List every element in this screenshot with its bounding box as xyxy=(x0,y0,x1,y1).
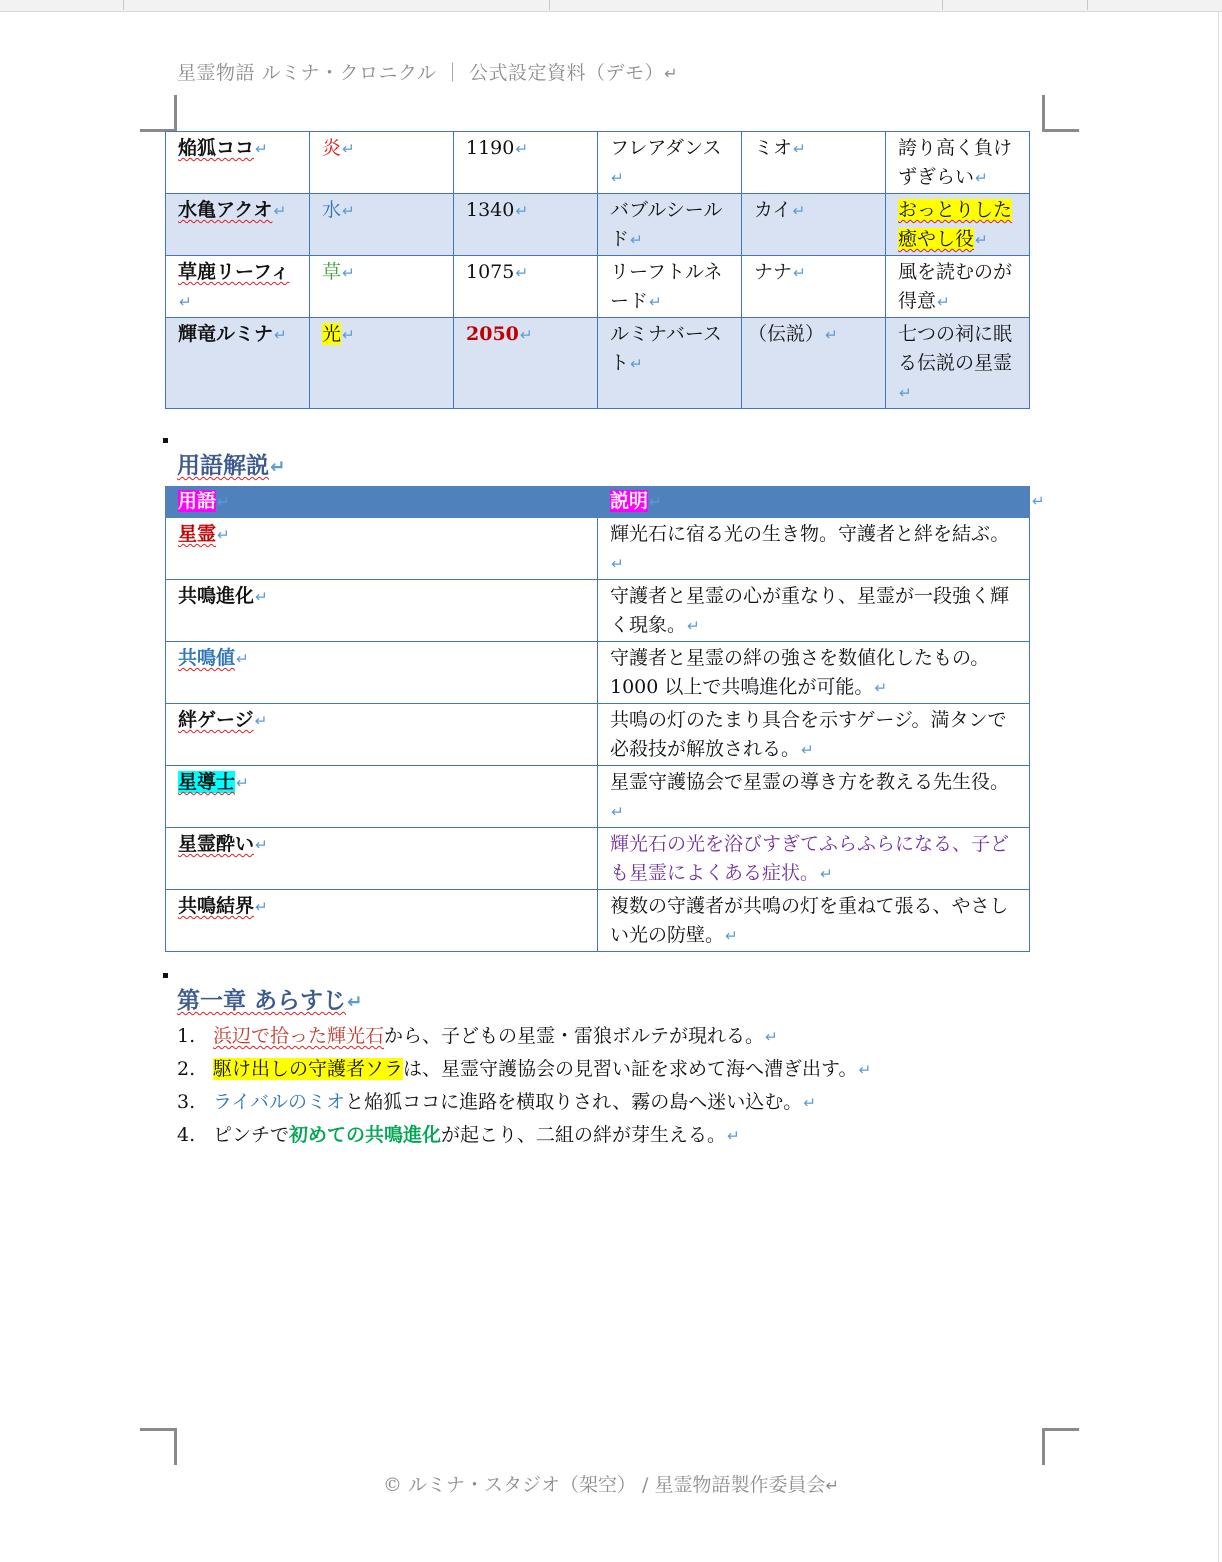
desc-text: 守護者と星霊の絆の強さを数値化したもの。1000 以上で共鳴進化が可能。 xyxy=(610,647,990,698)
element-cell[interactable] xyxy=(310,132,454,194)
table-row xyxy=(166,704,1030,766)
crop-mark-top-right xyxy=(1042,95,1079,132)
cell-mark-icon: ↵ xyxy=(519,326,533,344)
cell-mark-icon: ↵ xyxy=(179,293,192,311)
character-name: 輝竜ルミナ xyxy=(178,323,274,345)
list-item[interactable] xyxy=(177,1020,1027,1053)
cell-mark-icon: ↵ xyxy=(874,679,888,697)
page-header-text: 星霊物語 ルミナ・クロニクル ｜ 公式設定資料（デモ） xyxy=(177,62,665,84)
skill-value: バブルシールド xyxy=(610,199,723,250)
character-name: 焔狐ココ xyxy=(178,137,255,159)
desc-cell[interactable] xyxy=(598,580,1030,642)
cell-mark-icon: ↵ xyxy=(649,293,662,311)
paragraph-mark-icon: ↵ xyxy=(825,1476,840,1495)
glossary-table[interactable] xyxy=(165,486,1030,952)
list-text: ピンチで xyxy=(213,1124,290,1146)
power-value: 1190 xyxy=(466,137,515,159)
cell-mark-icon: ↵ xyxy=(342,326,355,344)
trait-cell[interactable] xyxy=(886,256,1030,318)
paragraph-mark-icon: ↵ xyxy=(765,1028,778,1046)
cell-mark-icon: ↵ xyxy=(630,231,643,249)
cell-mark-icon: ↵ xyxy=(515,202,529,220)
cell-mark-icon: ↵ xyxy=(254,712,268,730)
term-cell[interactable] xyxy=(166,580,598,642)
cell-mark-icon: ↵ xyxy=(825,326,838,344)
cell-mark-icon: ↵ xyxy=(630,355,643,373)
cell-mark-icon: ↵ xyxy=(515,264,529,282)
cell-mark-icon: ↵ xyxy=(342,140,355,158)
desc-cell[interactable] xyxy=(598,642,1030,704)
trait-cell[interactable] xyxy=(886,132,1030,194)
cell-mark-icon: ↵ xyxy=(725,927,738,945)
page-edge xyxy=(1218,11,1219,1562)
skill-cell[interactable] xyxy=(598,194,742,256)
character-name-cell[interactable] xyxy=(166,194,310,256)
trait-value: 風を読むのが得意 xyxy=(898,261,1013,312)
list-text: から、子どもの星霊・雷狼ボルテが現れる。 xyxy=(384,1025,765,1047)
cell-mark-icon: ↵ xyxy=(255,140,268,158)
term-text: 星霊 xyxy=(178,523,217,545)
trait-value: おっとりした癒やし役 xyxy=(898,199,1013,250)
skill-value: フレアダンス xyxy=(610,137,722,159)
cell-mark-icon: ↵ xyxy=(975,169,988,187)
term-cell[interactable] xyxy=(166,642,598,704)
cell-mark-icon: ↵ xyxy=(611,169,624,187)
table-row xyxy=(166,642,1030,704)
glossary-header-row xyxy=(166,487,1030,518)
row-end-mark-icon: ↵ xyxy=(1032,492,1045,510)
desc-cell[interactable] xyxy=(598,766,1030,828)
page-header[interactable] xyxy=(177,58,678,85)
skill-cell[interactable] xyxy=(598,132,742,194)
power-value: 2050 xyxy=(466,323,519,345)
element-cell[interactable] xyxy=(310,256,454,318)
glossary-title-text: 用語解説 xyxy=(177,453,269,479)
list-item[interactable] xyxy=(177,1086,1027,1119)
element-cell[interactable] xyxy=(310,194,454,256)
term-text: 共鳴結界 xyxy=(178,895,255,917)
skill-value: ルミナバースト xyxy=(610,323,722,374)
term-cell[interactable] xyxy=(166,828,598,890)
section-bullet xyxy=(163,438,168,443)
section-bullet xyxy=(163,973,168,978)
desc-header-label: 説明 xyxy=(610,490,649,512)
term-cell[interactable] xyxy=(166,890,598,952)
trait-value: 誇り高く負けずぎらい xyxy=(898,137,1013,188)
term-cell[interactable] xyxy=(166,704,598,766)
term-text: 共鳴進化 xyxy=(178,585,255,607)
skill-value: リーフトルネード xyxy=(610,261,723,312)
term-text: 星導士 xyxy=(178,771,236,793)
cell-mark-icon: ↵ xyxy=(515,140,529,158)
cell-mark-icon: ↵ xyxy=(899,384,912,402)
cell-mark-icon: ↵ xyxy=(236,774,249,792)
cell-mark-icon: ↵ xyxy=(255,588,268,606)
paragraph-mark-icon: ↵ xyxy=(858,1061,872,1079)
power-cell[interactable] xyxy=(454,132,598,194)
desc-text: 星霊守護協会で星霊の導き方を教える先生役。 xyxy=(610,771,1010,793)
table-row xyxy=(166,580,1030,642)
term-cell[interactable] xyxy=(166,518,598,580)
paragraph-mark-icon: ↵ xyxy=(347,992,363,1013)
cell-mark-icon: ↵ xyxy=(217,493,230,511)
guardian-cell[interactable] xyxy=(742,318,886,409)
guardian-cell[interactable] xyxy=(742,194,886,256)
cell-mark-icon: ↵ xyxy=(342,264,355,282)
crop-mark-bottom-left xyxy=(140,1428,177,1465)
cell-mark-icon: ↵ xyxy=(255,898,268,916)
element-value: 草 xyxy=(322,261,342,283)
cell-mark-icon: ↵ xyxy=(611,555,624,573)
cell-mark-icon: ↵ xyxy=(937,293,950,311)
ruler-tick xyxy=(549,0,550,10)
paragraph-mark-icon: ↵ xyxy=(803,1094,816,1112)
ruler-strip xyxy=(0,0,1222,12)
term-header-cell[interactable] xyxy=(166,487,598,518)
term-text: 絆ゲージ xyxy=(178,709,254,731)
desc-text: 複数の守護者が共鳴の灯を重ねて張る、やさしい光の防壁。 xyxy=(610,895,1009,946)
guardian-cell[interactable] xyxy=(742,256,886,318)
character-name-cell[interactable] xyxy=(166,256,310,318)
ruler-tick xyxy=(1087,0,1088,10)
table-row xyxy=(166,256,1030,318)
list-text-highlight: 浜辺で拾った輝光石 xyxy=(213,1025,385,1047)
character-name: 草鹿リーフィ xyxy=(178,261,290,283)
crop-mark-top-left xyxy=(140,95,177,132)
power-value: 1340 xyxy=(466,199,515,221)
list-item[interactable] xyxy=(177,1119,1027,1152)
power-cell[interactable] xyxy=(454,256,598,318)
paragraph-mark-icon: ↵ xyxy=(270,457,286,478)
ruler-tick xyxy=(942,0,943,10)
list-text-highlight: 駆け出しの守護者ソラ xyxy=(213,1058,404,1080)
list-item[interactable] xyxy=(177,1053,1027,1086)
cell-mark-icon: ↵ xyxy=(649,493,662,511)
list-text: が起こり、二組の絆が芽生える。 xyxy=(441,1124,727,1146)
skill-cell[interactable] xyxy=(598,318,742,409)
term-text: 共鳴値 xyxy=(178,647,236,669)
list-text-highlight: ライバルのミオ xyxy=(213,1091,346,1113)
cell-mark-icon: ↵ xyxy=(820,865,833,883)
paragraph-mark-icon: ↵ xyxy=(727,1127,740,1145)
synopsis-section-title[interactable] xyxy=(177,982,362,1015)
cell-mark-icon: ↵ xyxy=(217,526,230,544)
cell-mark-icon: ↵ xyxy=(792,202,806,220)
desc-header-cell[interactable] xyxy=(598,487,1030,518)
cell-mark-icon: ↵ xyxy=(273,202,287,220)
cell-mark-icon: ↵ xyxy=(801,741,814,759)
paragraph-mark-icon: ↵ xyxy=(664,64,679,83)
term-text: 星霊酔い xyxy=(178,833,255,855)
table-row xyxy=(166,132,1030,194)
cell-mark-icon: ↵ xyxy=(236,650,249,668)
desc-text: 守護者と星霊の心が重なり、星霊が一段強く輝く現象。 xyxy=(610,585,1010,636)
list-text-highlight: 初めての共鳴進化 xyxy=(289,1124,442,1146)
character-name-cell[interactable] xyxy=(166,132,310,194)
page-footer[interactable] xyxy=(0,1470,1222,1497)
element-cell[interactable] xyxy=(310,318,454,409)
desc-text: 輝光石の光を浴びすぎてふらふらになる、子ども星霊によくある症状。 xyxy=(610,833,1010,884)
skill-cell[interactable] xyxy=(598,256,742,318)
power-cell[interactable] xyxy=(454,194,598,256)
power-cell[interactable] xyxy=(454,318,598,409)
table-row xyxy=(166,194,1030,256)
list-number: 1. xyxy=(177,1025,196,1047)
table-row xyxy=(166,890,1030,952)
term-cell[interactable] xyxy=(166,766,598,828)
table-row xyxy=(166,766,1030,828)
desc-text: 共鳴の灯のたまり具合を示すゲージ。満タンで必殺技が解放される。 xyxy=(610,709,1007,760)
guardian-value: ミオ xyxy=(754,137,793,159)
cell-mark-icon: ↵ xyxy=(342,202,355,220)
desc-cell[interactable] xyxy=(598,828,1030,890)
cell-mark-icon: ↵ xyxy=(274,326,287,344)
desc-cell[interactable] xyxy=(598,518,1030,580)
synopsis-list xyxy=(177,1020,1027,1152)
list-number: 3. xyxy=(177,1091,196,1113)
cell-mark-icon: ↵ xyxy=(793,140,806,158)
character-name-cell[interactable] xyxy=(166,318,310,409)
power-value: 1075 xyxy=(466,261,515,283)
trait-cell[interactable] xyxy=(886,194,1030,256)
list-number: 4. xyxy=(177,1124,196,1146)
table-row xyxy=(166,828,1030,890)
cell-mark-icon: ↵ xyxy=(793,264,806,282)
element-value: 水 xyxy=(322,199,342,221)
list-text: と焔狐ココに進路を横取りされ、霧の島へ迷い込む。 xyxy=(345,1091,803,1113)
guardian-cell[interactable] xyxy=(742,132,886,194)
cell-mark-icon: ↵ xyxy=(611,803,624,821)
element-value: 光 xyxy=(322,323,342,345)
synopsis-title-text: 第一章 あらすじ xyxy=(177,988,347,1014)
table-row xyxy=(166,518,1030,580)
trait-cell[interactable] xyxy=(886,318,1030,409)
glossary-section-title[interactable] xyxy=(177,447,285,480)
list-number: 2. xyxy=(177,1058,196,1080)
list-text: は、星霊守護協会の見習い証を求めて海へ漕ぎ出す。 xyxy=(403,1058,858,1080)
page-footer-text: © ルミナ・スタジオ（架空） / 星霊物語製作委員会 xyxy=(382,1474,826,1496)
desc-text: 輝光石に宿る光の生き物。守護者と絆を結ぶ。 xyxy=(610,523,1010,545)
term-header-label: 用語 xyxy=(178,490,217,512)
guardian-value: ナナ xyxy=(754,261,793,283)
table-row xyxy=(166,318,1030,409)
cell-mark-icon: ↵ xyxy=(975,231,988,249)
trait-value: 七つの祠に眠る伝説の星霊 xyxy=(898,323,1013,374)
cell-mark-icon: ↵ xyxy=(255,836,268,854)
character-table[interactable] xyxy=(165,131,1030,409)
element-value: 炎 xyxy=(322,137,342,159)
character-name: 水亀アクオ xyxy=(178,199,273,221)
desc-cell[interactable] xyxy=(598,704,1030,766)
cell-mark-icon: ↵ xyxy=(687,617,700,635)
desc-cell[interactable] xyxy=(598,890,1030,952)
guardian-value: カイ xyxy=(754,199,792,221)
guardian-value: （伝説） xyxy=(748,323,825,345)
crop-mark-bottom-right xyxy=(1042,1428,1079,1465)
ruler-tick xyxy=(123,0,124,10)
